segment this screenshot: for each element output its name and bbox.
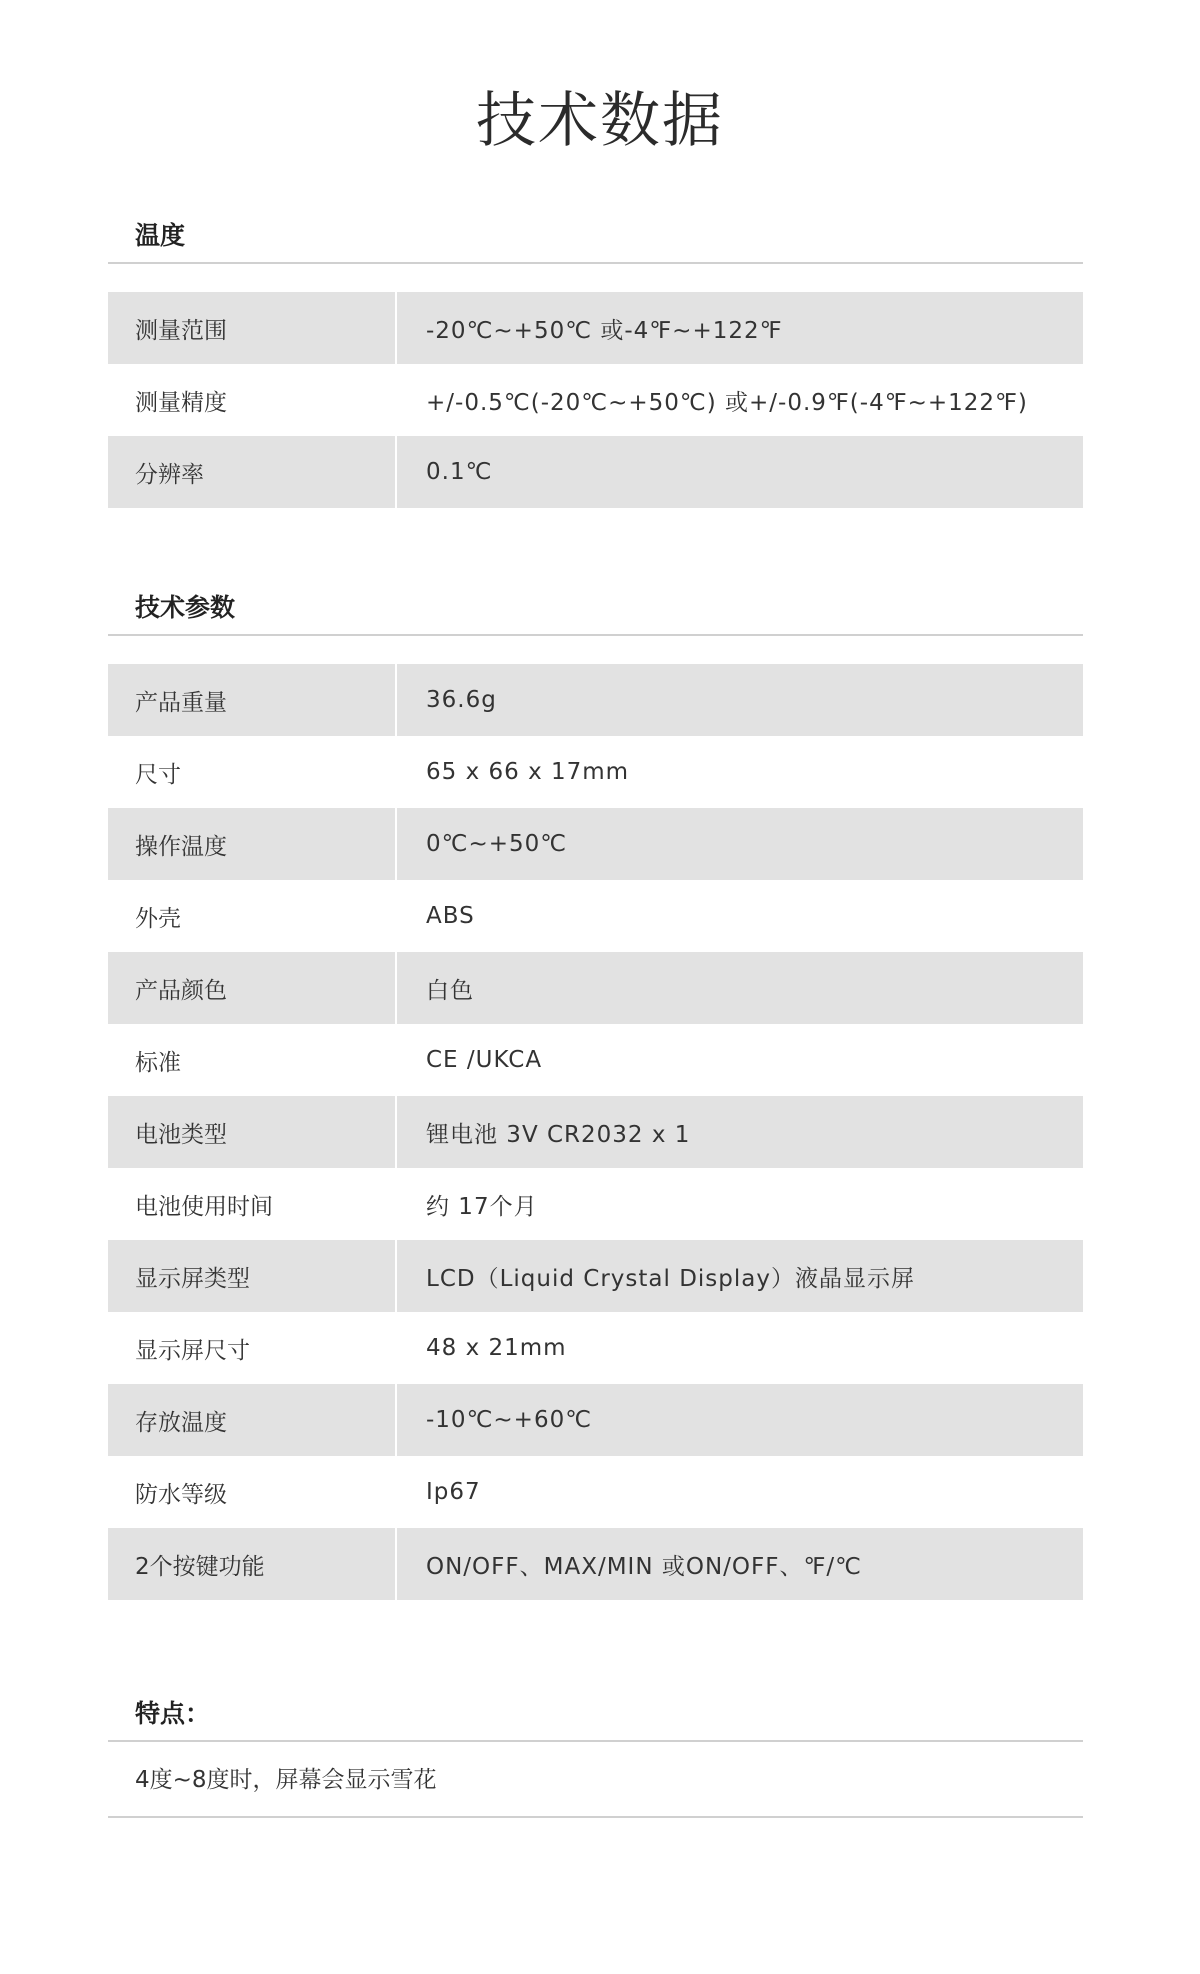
spec-value: 约 17个月 <box>426 1193 538 1220</box>
spec-label: 产品重量 <box>108 664 397 736</box>
spec-value: ABS <box>426 903 475 929</box>
spec-value: 白色 <box>426 977 474 1004</box>
spec-value: LCD（Liquid Crystal Display）液晶显示屏 <box>426 1265 915 1292</box>
spec-value: Ip67 <box>426 1479 481 1505</box>
table-row <box>108 292 1083 364</box>
spec-label: 标准 <box>108 1024 397 1096</box>
table-row <box>108 880 1083 952</box>
table-row <box>108 1384 1083 1456</box>
table-row <box>108 1312 1083 1384</box>
table-row <box>108 364 1083 436</box>
spec-label: 2个按键功能 <box>108 1528 397 1600</box>
table-row <box>108 1456 1083 1528</box>
spec-value: +/-0.5℃(-20℃~+50℃) 或+/-0.9℉(-4℉~+122℉) <box>426 389 1028 416</box>
table-row <box>108 736 1083 808</box>
spec-label: 产品颜色 <box>108 952 397 1024</box>
temperature-table <box>108 292 1083 508</box>
spec-value: 0.1℃ <box>426 459 493 485</box>
table-row <box>108 1168 1083 1240</box>
page-title: 技术数据 <box>476 86 724 156</box>
spec-value: 0℃~+50℃ <box>426 831 568 857</box>
spec-value: -20℃~+50℃ 或-4℉~+122℉ <box>426 317 783 344</box>
spec-value: 36.6g <box>426 687 497 713</box>
spec-value: -10℃~+60℃ <box>426 1407 593 1433</box>
spec-value: ON/OFF、MAX/MIN 或ON/OFF、℉/℃ <box>426 1553 862 1580</box>
spec-label: 测量精度 <box>108 364 397 436</box>
tech-params-table <box>108 664 1083 1600</box>
features-heading: 特点： <box>108 1686 1083 1742</box>
spec-label: 尺寸 <box>108 736 397 808</box>
table-row <box>108 952 1083 1024</box>
tech-params-heading: 技术参数 <box>108 580 1083 636</box>
spec-value: 48 x 21mm <box>426 1335 567 1361</box>
spec-label: 分辨率 <box>108 436 397 508</box>
temperature-section <box>108 208 1083 508</box>
spec-label: 测量范围 <box>108 292 397 364</box>
spec-value: 锂电池 3V CR2032 x 1 <box>426 1121 691 1148</box>
spec-label: 存放温度 <box>108 1384 397 1456</box>
table-row <box>108 1096 1083 1168</box>
table-row <box>108 1024 1083 1096</box>
table-row <box>108 664 1083 736</box>
tech-params-section <box>108 580 1083 1600</box>
spec-label: 外壳 <box>108 880 397 952</box>
spec-label: 防水等级 <box>108 1456 397 1528</box>
spec-label: 显示屏类型 <box>108 1240 397 1312</box>
table-row <box>108 808 1083 880</box>
spec-label: 电池使用时间 <box>108 1168 397 1240</box>
features-section <box>108 1686 1083 1818</box>
spec-label: 显示屏尺寸 <box>108 1312 397 1384</box>
temperature-heading: 温度 <box>108 208 1083 264</box>
spec-label: 电池类型 <box>108 1096 397 1168</box>
table-row <box>108 1528 1083 1600</box>
spec-value: CE /UKCA <box>426 1047 543 1073</box>
spec-label: 操作温度 <box>108 808 397 880</box>
spec-value: 65 x 66 x 17mm <box>426 759 630 785</box>
table-row <box>108 436 1083 508</box>
features-text: 4度~8度时，屏幕会显示雪花 <box>108 1742 1083 1818</box>
table-row <box>108 1240 1083 1312</box>
